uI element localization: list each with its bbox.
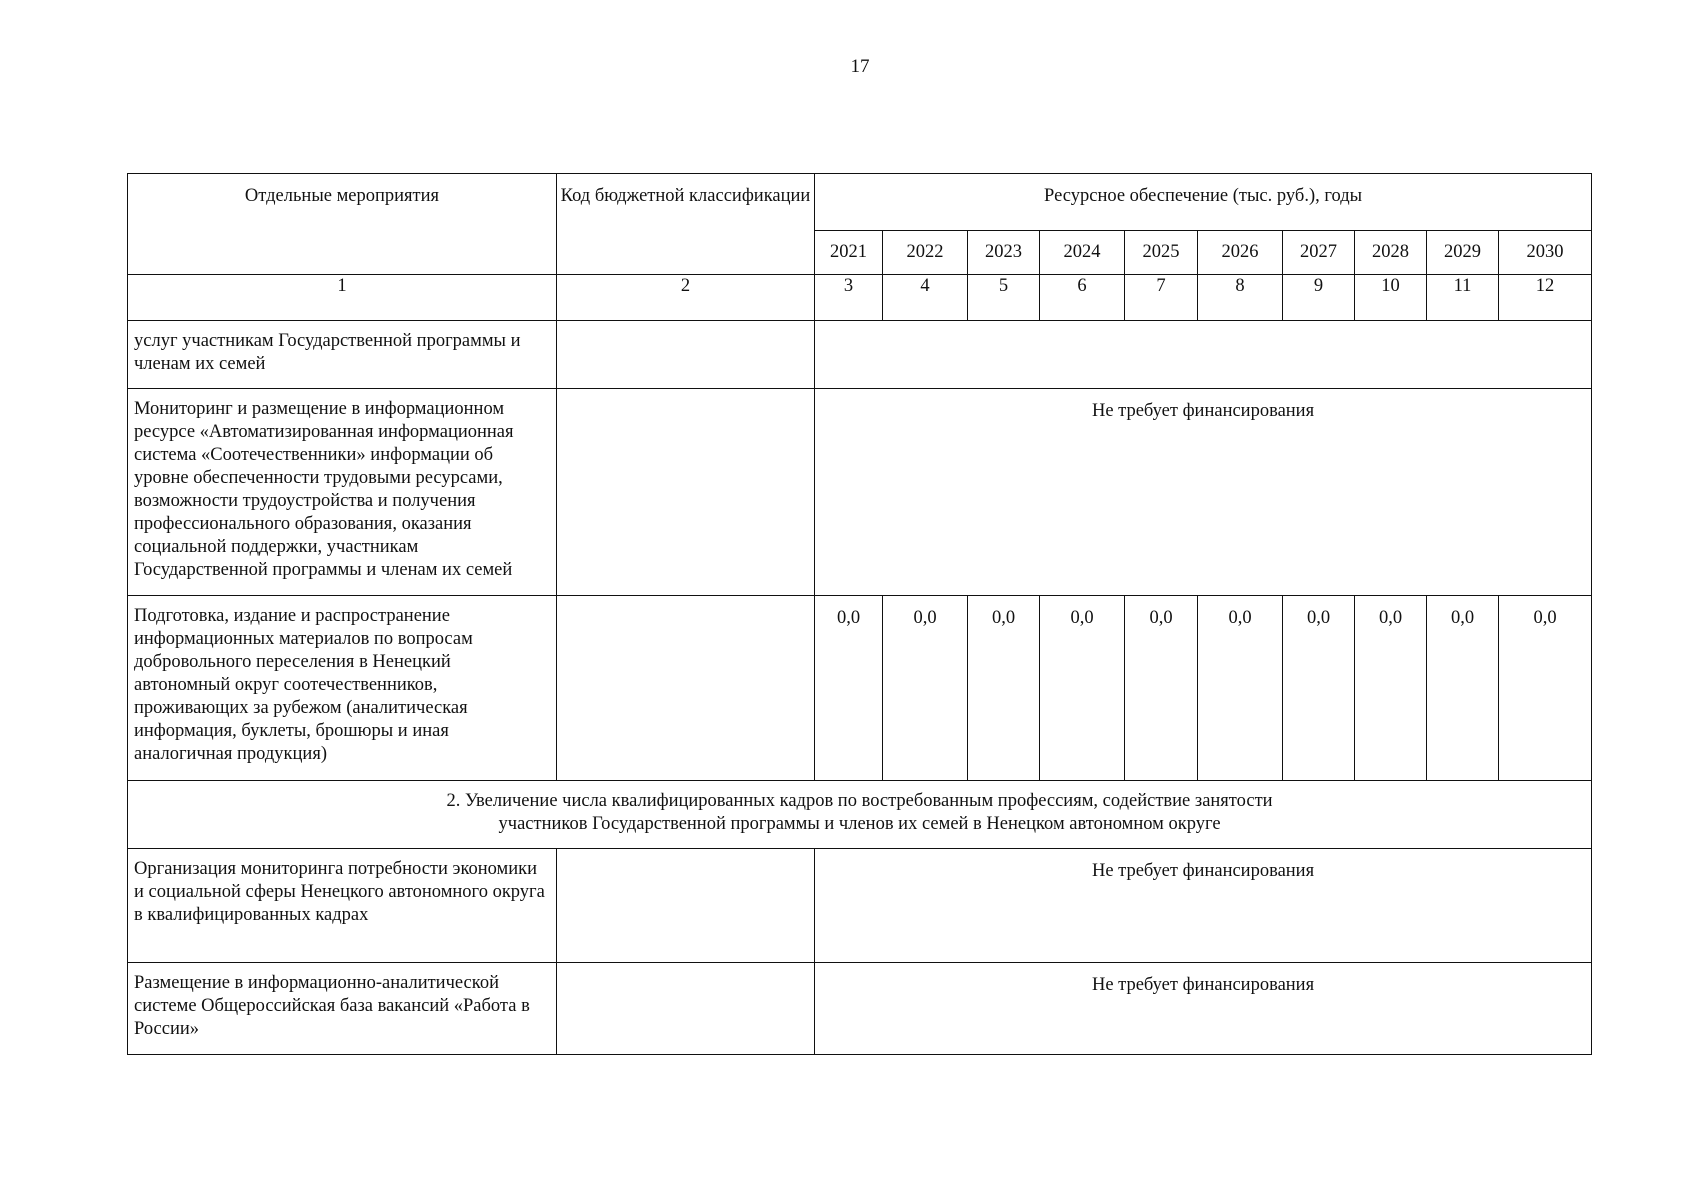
header-year: 2022 [883,231,968,275]
resource-table [127,173,1592,1055]
header-year: 2021 [815,231,883,275]
header-year: 2026 [1198,231,1283,275]
header-year: 2028 [1355,231,1427,275]
section-heading-line: участников Государственной программы и членов их семей в Ненецком автономном округе [498,814,1221,834]
value-cell: 0,0 [968,596,1040,781]
funding-cell [815,321,1592,389]
table-row [128,389,1592,596]
funding-note: Не требует финансирования [815,389,1592,596]
budget-code-cell [557,596,815,781]
table-row [128,321,1592,389]
header-year: 2027 [1283,231,1355,275]
budget-code-cell [557,849,815,963]
header-year: 2025 [1125,231,1198,275]
activity-cell: Мониторинг и размещение в информационном ресурсе «Автоматизированная информационная система «Соотечественники» информации об уровне обеспеченности трудовыми ресурсами, возможности трудоустройства и получения профессионального образования, оказания социальной поддержки, участникам Государственной программы и членам их семей [128,389,557,596]
section-heading [128,781,1592,849]
value-cell: 0,0 [1499,596,1592,781]
column-number: 5 [968,275,1040,321]
budget-code-cell [557,389,815,596]
section-row [128,781,1592,849]
column-number: 1 [128,275,557,321]
header-year: 2030 [1499,231,1592,275]
header-year: 2023 [968,231,1040,275]
column-number: 12 [1499,275,1592,321]
header-resources: Ресурсное обеспечение (тыс. руб.), годы [815,174,1592,231]
activity-cell: Подготовка, издание и распространение информационных материалов по вопросам добровольного переселения в Ненецкий автономный округ соотечественников, проживающих за рубежом (аналитическая информация, буклеты, брошюры и иная аналогичная продукция) [128,596,557,781]
column-number: 6 [1040,275,1125,321]
column-number-row [128,275,1592,321]
budget-code-cell [557,963,815,1055]
column-number: 10 [1355,275,1427,321]
column-number: 2 [557,275,815,321]
value-cell: 0,0 [883,596,968,781]
activity-cell: услуг участникам Государственной программы и членам их семей [128,321,557,389]
header-budget-code: Код бюджетной классификации [557,174,815,275]
activity-cell: Размещение в информационно-аналитической системе Общероссийская база вакансий «Работа в России» [128,963,557,1055]
page-number: 17 [850,56,870,77]
value-cell: 0,0 [1198,596,1283,781]
value-cell: 0,0 [1427,596,1499,781]
column-number: 8 [1198,275,1283,321]
table-row [128,596,1592,781]
value-cell: 0,0 [1040,596,1125,781]
funding-note: Не требует финансирования [815,963,1592,1055]
header-year: 2024 [1040,231,1125,275]
activity-cell: Организация мониторинга потребности экономики и социальной сферы Ненецкого автономного округа в квалифицированных кадрах [128,849,557,963]
header-year: 2029 [1427,231,1499,275]
column-number: 11 [1427,275,1499,321]
column-number: 3 [815,275,883,321]
table-row [128,963,1592,1055]
column-number: 4 [883,275,968,321]
column-number: 9 [1283,275,1355,321]
section-heading-line: 2. Увеличение числа квалифицированных кадров по востребованным профессиям, содействие занятости [446,791,1273,811]
budget-code-cell [557,321,815,389]
header-activities: Отдельные мероприятия [128,174,557,275]
value-cell: 0,0 [1283,596,1355,781]
value-cell: 0,0 [1355,596,1427,781]
funding-note: Не требует финансирования [815,849,1592,963]
table-row [128,849,1592,963]
column-number: 7 [1125,275,1198,321]
value-cell: 0,0 [815,596,883,781]
value-cell: 0,0 [1125,596,1198,781]
